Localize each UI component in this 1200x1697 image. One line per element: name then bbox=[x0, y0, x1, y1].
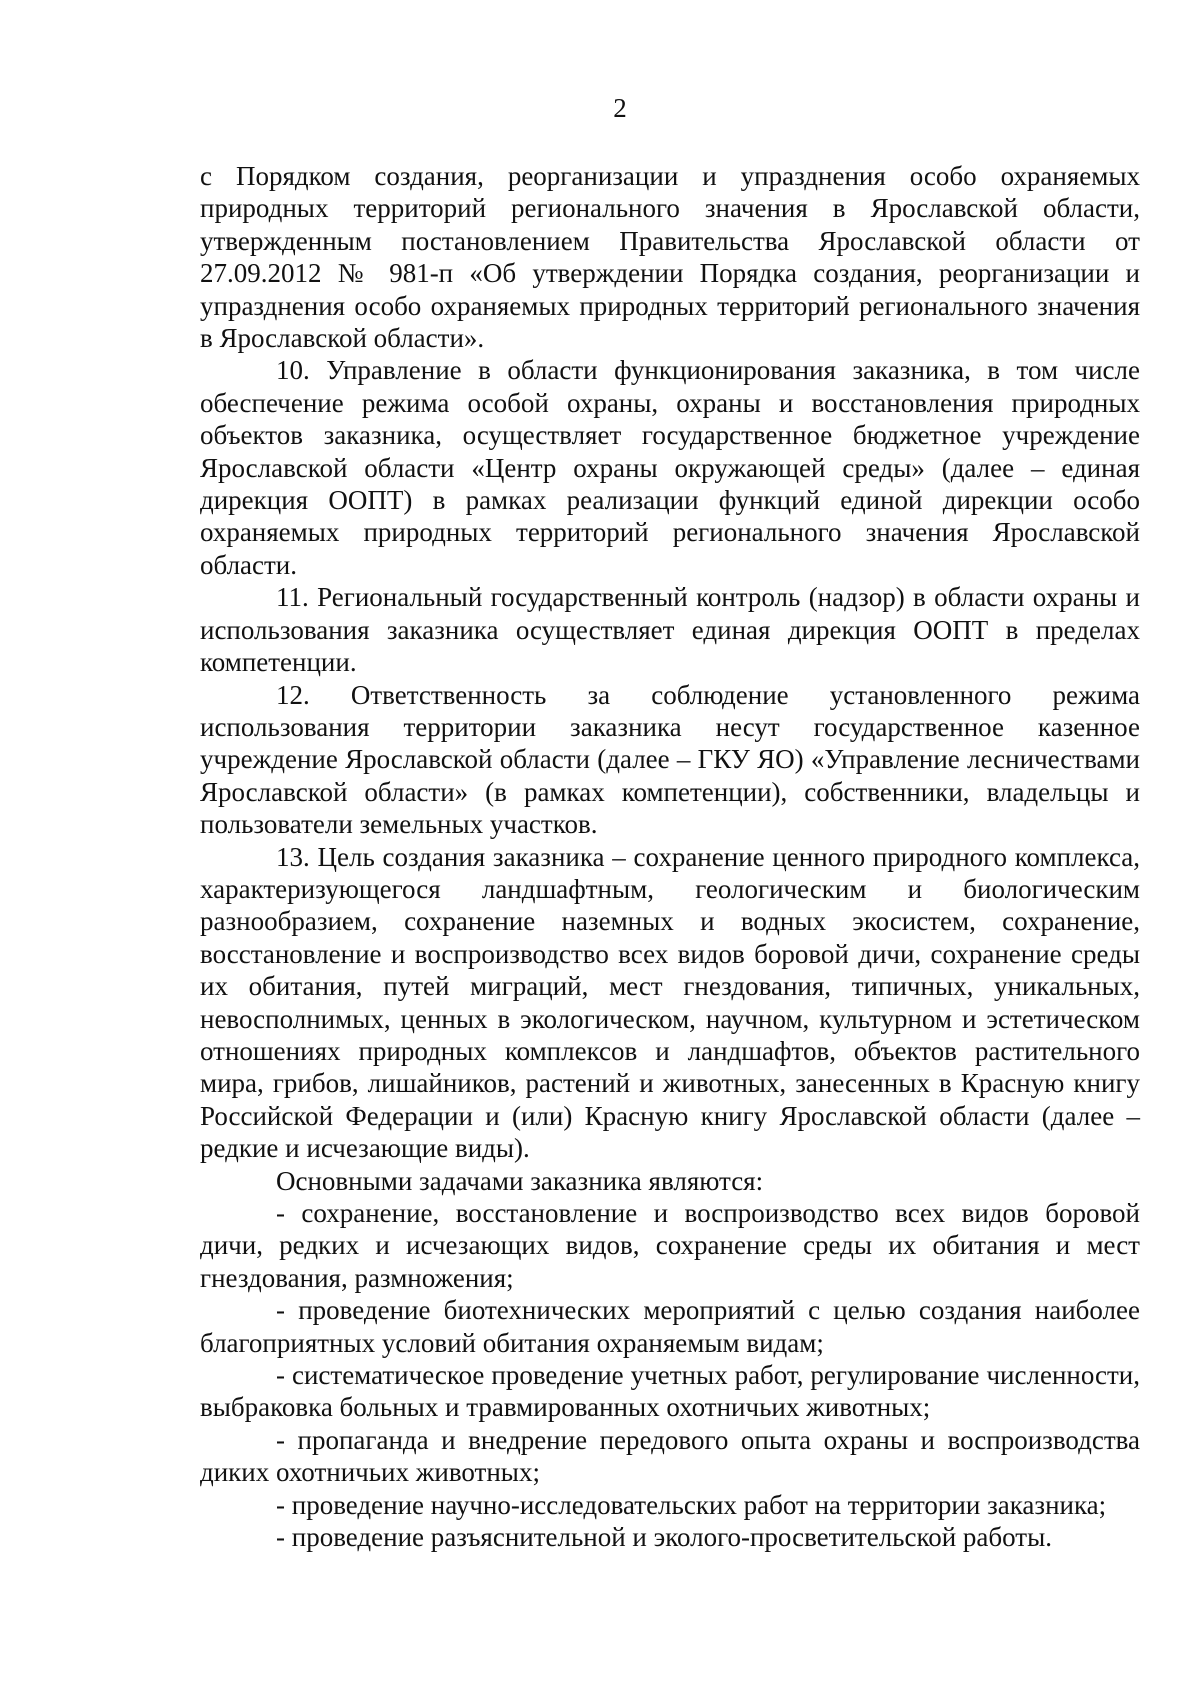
task-item: - пропаганда и внедрение передового опыта охраны и воспроизводства диких охотничьих животных; bbox=[200, 1424, 1140, 1488]
document-body bbox=[200, 160, 1140, 1553]
task-item: - проведение разъяснительной и эколого-просветительской работы. bbox=[276, 1522, 1052, 1553]
page-number: 2 bbox=[613, 93, 627, 123]
task-item: - сохранение, восстановление и воспроизводство всех видов боровой дичи, редких и исчезающих видов, сохранение среды их обитания и мест гнездования, размножения; bbox=[200, 1198, 1140, 1293]
paragraph-12-responsibility: 12. Ответственность за соблюдение установленного режима использования территории заказника несут государственное казенное учреждение Ярославской области (далее – ГКУ ЯО) «Управление лесничествами Ярославской области» (в рамках компетенции), собственники, владельцы и пользователи земельных участков. bbox=[200, 679, 1140, 840]
paragraph-order-reference: с Порядком создания, реорганизации и упразднения особо охраняемых природных территорий регионального значения в Ярославской области, утвержденным постановлением Правительства Ярославской области от 27.09.2012 № 981-п «Об утверждении Порядка создания, реорганизации и упразднения особо охраняемых природных территорий регионального значения в Ярославской области». bbox=[200, 161, 1140, 354]
tasks-heading: Основными задачами заказника являются: bbox=[276, 1165, 764, 1196]
task-item: - проведение научно-исследовательских работ на территории заказника; bbox=[276, 1489, 1107, 1520]
paragraph-13-purpose: 13. Цель создания заказника – сохранение ценного природного комплекса, характеризующегося ландшафтным, геологическим и биологическим разнообразием, сохранение наземных и водных экосистем, сохранение, восстановление и воспроизводство всех видов боровой дичи, сохранение среды их обитания, путей миграций, мест гнездования, типичных, уникальных, невосполнимых, ценных в экологическом, научном, культурном и эстетическом отношениях природных комплексов и ландшафтов, объектов растительного мира, грибов, лишайников, растений и животных, занесенных в Красную книгу Российской Федерации и (или) Красную книгу Ярославской области (далее – редкие и исчезающие виды). bbox=[200, 841, 1140, 1164]
task-item: - проведение биотехнических мероприятий с целью создания наиболее благоприятных условий обитания охраняемым видам; bbox=[200, 1295, 1140, 1358]
paragraph-11-control: 11. Региональный государственный контроль (надзор) в области охраны и использования заказника осуществляет единая дирекция ООПТ в пределах компетенции. bbox=[200, 582, 1140, 678]
paragraph-10-management: 10. Управление в области функционирования заказника, в том числе обеспечение режима особой охраны, охраны и восстановления природных объектов заказника, осуществляет государственное бюджетное учреждение Ярославской области «Центр охраны окружающей среды» (далее – единая дирекция ООПТ) в рамках реализации функций единой дирекции особо охраняемых природных территорий регионального значения Ярославской области. bbox=[200, 355, 1140, 580]
task-item: - систематическое проведение учетных работ, регулирование численности, выбраковка больных и травмированных охотничьих животных; bbox=[200, 1360, 1140, 1423]
